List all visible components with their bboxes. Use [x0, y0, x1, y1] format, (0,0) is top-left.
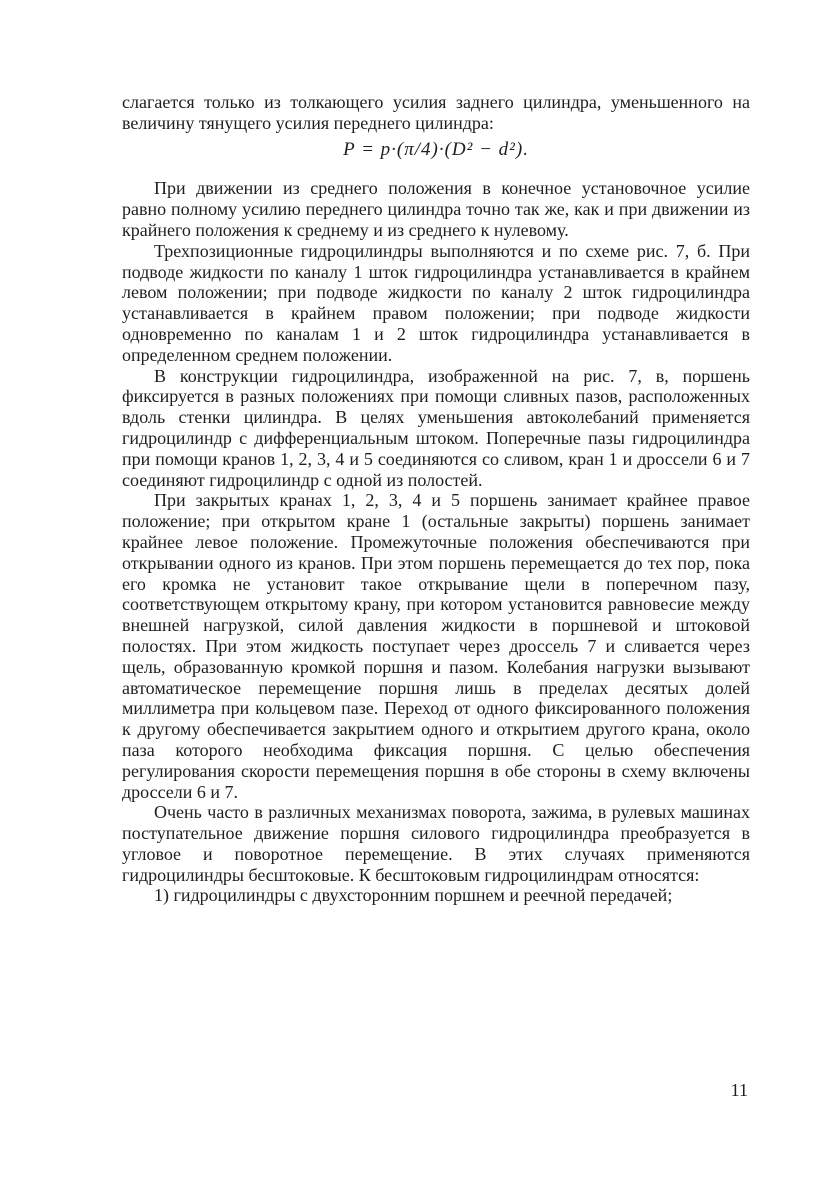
paragraph-1: слагается только из толкающего усилия заднего цилиндра, уменьшенного на величину тянущего усилия переднего цилиндра:	[122, 92, 750, 133]
paragraph-3: Трехпозиционные гидроцилиндры выполняются и по схеме рис. 7, б. При подводе жидкости по каналу 1 шток гидроцилиндра устанавливается в крайнем левом положении; при подводе жидкости по каналу 2 шток гидроцилиндра устанавливается в крайнем правом положении; при подводе жидкости одновременно по каналам 1 и 2 шток гидроцилиндра устанавливается в определенном среднем положении.	[122, 240, 750, 365]
list-item-1: 1) гидроцилиндры с двухсторонним поршнем и реечной передачей;	[154, 885, 673, 906]
formula: P = p·(π/4)·(D² − d²).	[343, 138, 529, 160]
paragraph-6: Очень часто в различных механизмах поворота, зажима, в рулевых машинах поступательное движение поршня силового гидроцилиндра преобразуется в угловое и поворотное перемещение. В этих случаях применяются гидроцилиндры бесштоковые. К бесштоковым гидроцилиндрам относятся:	[122, 802, 750, 885]
paragraph-4: В конструкции гидроцилиндра, изображенной на рис. 7, в, поршень фиксируется в разных положениях при помощи сливных пазов, расположенных вдоль стенки цилиндра. В целях уменьшения автоколебаний применяется гидроцилиндр с дифференциальным штоком. Поперечные пазы гидроцилиндра при помощи кранов 1, 2, 3, 4 и 5 соединяются со сливом, кран 1 и дроссели 6 и 7 соединяют гидроцилиндр с одной из полостей.	[122, 365, 750, 490]
paragraph-5: При закрытых кранах 1, 2, 3, 4 и 5 поршень занимает крайнее правое положение; при открытом кране 1 (остальные закрыты) поршень занимает крайнее левое положение. Промежуточные положения обеспечиваются при открывании одного из кранов. При этом поршень перемещается до тех пор, пока его кромка не установит такое открывание щели в поперечном пазу, соответствующем открытому крану, при котором установится равновесие между внешней нагрузкой, силой давления жидкости в поршневой и штоковой полостях. При этом жидкость поступает через дроссель 7 и сливается через щель, образованную кромкой поршня и пазом. Колебания нагрузки вызывают автоматическое перемещение поршня лишь в пределах десятых долей миллиметра при кольцевом пазе. Переход от одного фиксированного положения к другому обеспечивается закрытием одного и открытием другого крана, около паза которого необходима фиксация поршня. С целью обеспечения регулирования скорости перемещения поршня в обе стороны в схему включены дроссели 6 и 7.	[122, 490, 750, 802]
body-text	[122, 92, 750, 906]
page-number: 11	[730, 1080, 748, 1100]
paragraph-2: При движении из среднего положения в конечное установочное усилие равно полному усилию переднего цилиндра точно так же, как и при движении из крайнего положения к среднему и из среднего к нулевому.	[122, 178, 750, 240]
